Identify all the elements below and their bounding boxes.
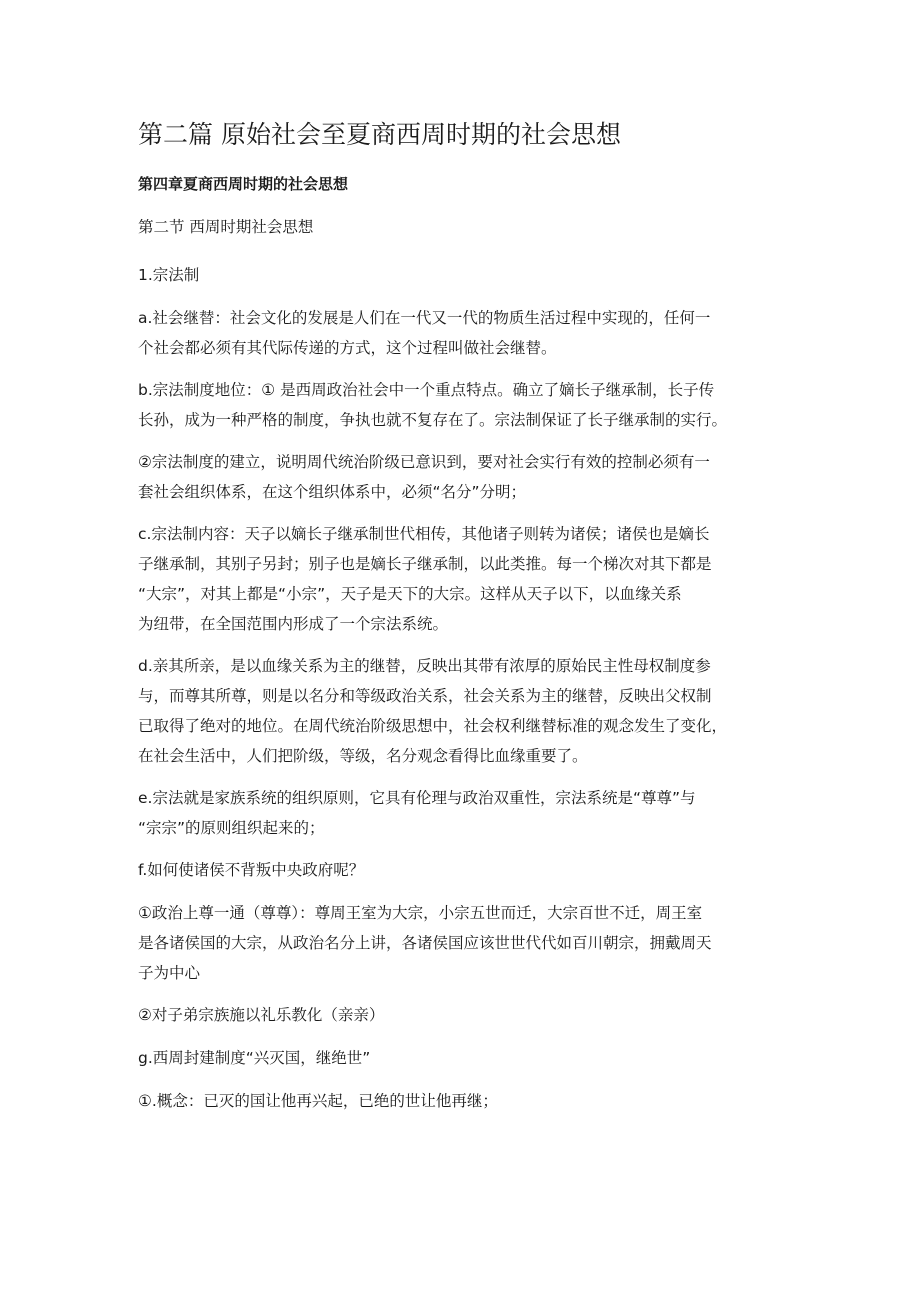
paragraph-b — [138, 375, 798, 435]
paragraph-line: 与，而尊其所尊，则是以名分和等级政治关系，社会关系为主的继替，反映出父权制 — [138, 687, 712, 705]
item-g: g.西周封建制度“兴灭国，继绝世” — [138, 1049, 371, 1067]
answer-2: ②对子弟宗族施以礼乐教化（亲亲） — [138, 1006, 385, 1024]
answer-1 — [138, 898, 798, 988]
paragraph-line: “宗宗”的原则组织起来的； — [138, 819, 325, 837]
paragraph-line: 是各诸侯国的大宗，从政治名分上讲，各诸侯国应该世世代代如百川朝宗，拥戴周天 — [138, 934, 712, 952]
concept-definition: ①.概念：已灭的国让他再兴起，已绝的世让他再继； — [138, 1092, 498, 1110]
paragraph-line: e.宗法就是家族系统的组织原则，它具有伦理与政治双重性，宗法系统是“尊尊”与 — [138, 789, 696, 807]
paragraph-line: 子为中心 — [138, 964, 201, 982]
paragraph-line: ①政治上尊一通（尊尊）：尊周王室为大宗，小宗五世而迁，大宗百世不迁，周王室 — [138, 904, 703, 922]
paragraph-c — [138, 519, 798, 639]
paragraph-line: d.亲其所亲，是以血缘关系为主的继替，反映出其带有浓厚的原始民主性母权制度参 — [138, 657, 711, 675]
paragraph-line: 子继承制，其别子另封；别子也是嫡长子继承制，以此类推。每一个梯次对其下都是 — [138, 555, 712, 573]
document-title: 第二篇 原始社会至夏商西周时期的社会思想 — [138, 120, 621, 149]
paragraph-line: a.社会继替：社会文化的发展是人们在一代又一代的物质生活过程中实现的，任何一 — [138, 309, 711, 327]
paragraph-e — [138, 783, 798, 843]
paragraph-line: 套社会组织体系，在这个组织体系中，必须“名分”分明； — [138, 483, 527, 501]
document-content — [138, 116, 798, 1129]
section-heading: 第二节 西周时期社会思想 — [138, 218, 314, 236]
paragraph-line: 个社会都必须有其代际传递的方式，这个过程叫做社会继替。 — [138, 339, 557, 357]
paragraph-line: 已取得了绝对的地位。在周代统治阶级思想中，社会权利继替标准的观念发生了变化， — [138, 717, 728, 735]
subheading-zongfa: 1.宗法制 — [138, 266, 200, 284]
paragraph-line: ②宗法制度的建立，说明周代统治阶级已意识到，要对社会实行有效的控制必须有一 — [138, 453, 710, 471]
paragraph-line: 长孙，成为一种严格的制度，争执也就不复存在了。宗法制保证了长子继承制的实行。 — [138, 411, 728, 429]
paragraph-d — [138, 651, 798, 771]
paragraph-b2 — [138, 447, 798, 507]
paragraph-line: “大宗”，对其上都是“小宗”，天子是天下的大宗。这样从天子以下，以血缘关系 — [138, 585, 682, 603]
chapter-heading: 第四章夏商西周时期的社会思想 — [138, 175, 349, 193]
question-f: f.如何使诸侯不背叛中央政府呢？ — [138, 861, 365, 879]
paragraph-line: b.宗法制度地位：① 是西周政治社会中一个重点特点。确立了嫡长子继承制，长子传 — [138, 381, 715, 399]
paragraph-line: 为纽带，在全国范围内形成了一个宗法系统。 — [138, 615, 449, 633]
paragraph-line: 在社会生活中，人们把阶级，等级，名分观念看得比血缘重要了。 — [138, 747, 588, 765]
paragraph-a — [138, 303, 798, 363]
paragraph-line: c.宗法制内容：天子以嫡长子继承制世代相传，其他诸子则转为诸侯；诸侯也是嫡长 — [138, 525, 710, 543]
